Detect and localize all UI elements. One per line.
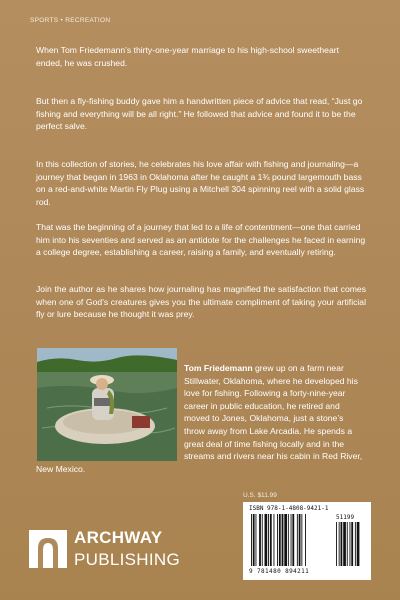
barcode-bar [305,514,306,566]
barcode-addon-bar [343,522,346,566]
barcode-bar [292,514,294,566]
barcode-bar [297,514,298,566]
barcode-bar [288,514,289,566]
barcode-addon-number: 51199 [336,514,355,521]
ean-number: 9 781480 894211 [249,568,310,575]
blurb-paragraph-5: Join the author as he shares how journaling has magnified the satisfaction that comes when one of God’s creatures gives you the ultimate compliment of taking your artificial fly or lure because he thought it was prey. [36,284,366,320]
barcode-addon-bar [350,522,351,566]
barcode-bar [270,514,272,566]
publisher-logo [29,527,199,577]
barcode-bar [284,514,287,566]
isbn-text: ISBN 978-1-4808-9421-1 [249,505,329,512]
photo-wrap-spacer [36,362,184,462]
publisher-name-line2: PUBLISHING [74,550,180,569]
barcode-addon-bar [347,522,348,566]
archway-arch-icon [29,530,67,568]
barcode-bar [277,514,278,566]
barcode-bar [268,514,269,566]
blurb-paragraph-2: But then a fly-fishing buddy gave him a handwritten piece of advice that read, “Just go fishing and everything will be all right.” He followed that advice and found it to be the perfect salve. [36,96,363,132]
barcode-bar [259,514,261,566]
blurb-paragraph-4: That was the beginning of a journey that led to a life of contentment—one that carried him into his seventies and served as an antidote for the challenges he faced in earning a college degree, establishing a career, raising a family, and eventually retiring. [36,222,366,258]
barcode-bar [291,514,292,566]
blurb-paragraph-3: In this collection of stories, he celebrates his love affair with fishing and journaling—a journey that began in 1963 in Oklahoma after he caught a 1¾ pound largemouth bass on a red-and-white Martin Fly Plug using a Mitchell 304 spinning reel with a solid glass rod. [36,159,365,207]
barcode-bar [251,514,252,566]
barcode-bar [299,514,301,566]
author-name: Tom Friedemann [184,363,253,373]
barcode-addon-bar [357,522,360,566]
barcode [243,502,371,580]
author-bio [36,362,366,475]
barcode-bar [301,514,302,566]
barcode-bar [282,514,284,566]
barcode-addon-bar [341,522,343,566]
barcode-bar [253,514,255,566]
author-bio-text: grew up on a farm near Stillwater, Oklahoma, where he developed his love for fishing. Following a forty-nine-year career in public education, he retired and moved to Jones, Oklahoma, just a stone’s throw away from Lake Arcadia. He spends a great deal of time fishing locally and in the streams and rivers near his cabin in Red River, New Mexico. [36,363,363,474]
blurb-paragraph-1: When Tom Friedemann’s thirty-one-year marriage to his high-school sweetheart ended, he was crushed. [36,45,339,68]
barcode-addon-bar [339,522,340,566]
barcode-bar [274,514,275,566]
barcode-bar [265,514,268,566]
barcode-bar [256,514,257,566]
publisher-name-line1: ARCHWAY [74,528,163,547]
barcode-bar [262,514,263,566]
barcode-bar [279,514,281,566]
price-label: U.S. $11.99 [243,492,277,499]
barcode-addon-bar [351,522,353,566]
barcode-addon-bar [355,522,356,566]
barcode-addon-bar [336,522,337,566]
category-label: SPORTS • RECREATION [30,17,111,24]
